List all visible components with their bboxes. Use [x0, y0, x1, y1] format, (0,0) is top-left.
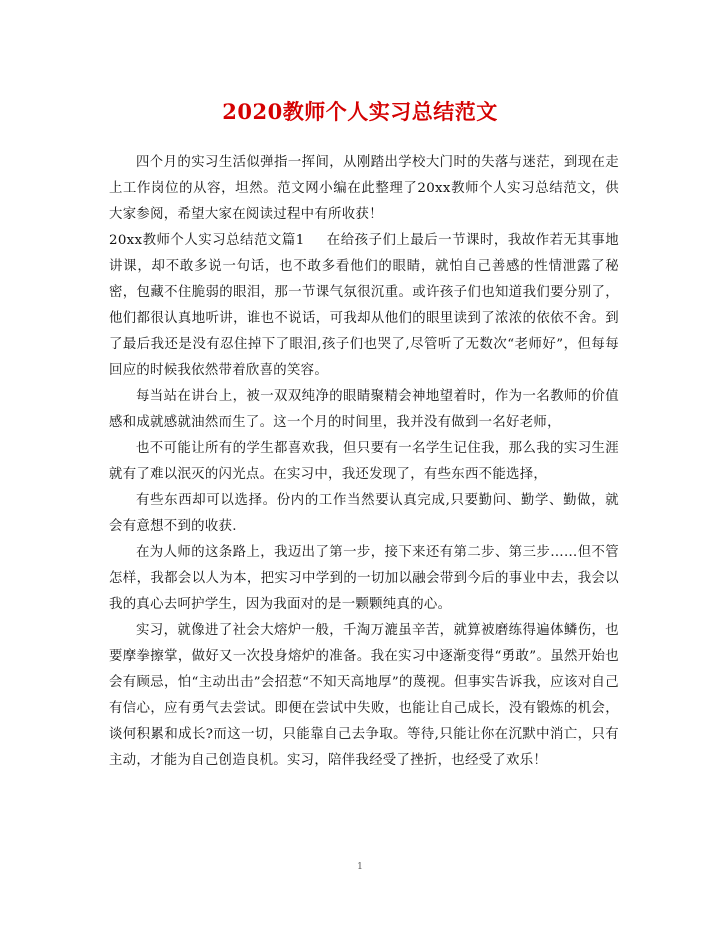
paragraph-furnace: 实习，就像进了社会大熔炉一般，千淘万漉虽辛苦，就算被磨练得遍体鳞伤，也要摩拳擦掌，做好又一次投身熔炉的准备。我在实习中逐渐变得“勇敢”。虽然开始也会有顾忌，怕“主动出击”会招惹“不知天高地厚”的蔑视。但事实告诉我，应该对自己有信心，应有勇气去尝试。即便在尝试中失败，也能让自己成长，没有锻炼的机会，谈何积累和成长?而这一切，只能靠自己去争取。等待,只能让你在沉默中消亡，只有主动，才能为自己创造良机。实习，陪伴我经受了挫折，也经受了欢乐！: [109, 623, 619, 768]
paragraph-choices: 有些东西却可以选择。份内的工作当然要认真完成,只要勤问、勤学、勤做，就会有意想不到的收获.: [109, 493, 619, 534]
section-heading: 20xx教师个人实习总结范文篇1: [109, 233, 305, 248]
paragraph-intro: 四个月的实习生活似弹指一挥间，从刚踏出学校大门时的失落与迷茫，到现在走上工作岗位的从容，坦然。范文网小编在此整理了20xx教师个人实习总结范文，供大家参阅，希望大家在阅读过程中有所收获！: [109, 155, 619, 222]
paragraph-student-memory: 也不可能让所有的学生都喜欢我，但只要有一名学生记住我，那么我的实习生涯就有了难以泯灭的闪光点。在实习中，我还发现了，有些东西不能选择，: [109, 441, 619, 482]
page-number: 1: [357, 862, 363, 872]
section-1-text: 在给孩子们上最后一节课时，我故作若无其事地讲课，却不敢多说一句话，也不敢多看他们的眼睛，就怕自己善感的性情泄露了秘密，包藏不住脆弱的眼泪，那一节课气氛很沉重。或许孩子们也知道我们要分别了，他们都很认真地听讲，谁也不说话，可我却从他们的眼里读到了浓浓的依依不舍。到了最后我还是没有忍住掉下了眼泪,孩子们也哭了,尽管听了无数次“老师好”，但每每回应的时候我依然带着欣喜的笑容。: [109, 233, 619, 378]
paragraph-first-step: 在为人师的这条路上，我迈出了第一步，接下来还有第二步、第三步……但不管怎样，我都会以人为本，把实习中学到的一切加以融会带到今后的事业中去，我会以我的真心去呵护学生，因为我面对的是一颗颗纯真的心。: [109, 545, 619, 612]
document-body: [109, 150, 619, 774]
document-title: 2020教师个人实习总结范文: [222, 99, 498, 124]
paragraph-section-1: [109, 228, 619, 384]
paragraph-teacher-value: 每当站在讲台上，被一双双纯净的眼睛聚精会神地望着时，作为一名教师的价值感和成就感就油然而生了。这一个月的时间里，我并没有做到一名好老师，: [109, 389, 619, 430]
